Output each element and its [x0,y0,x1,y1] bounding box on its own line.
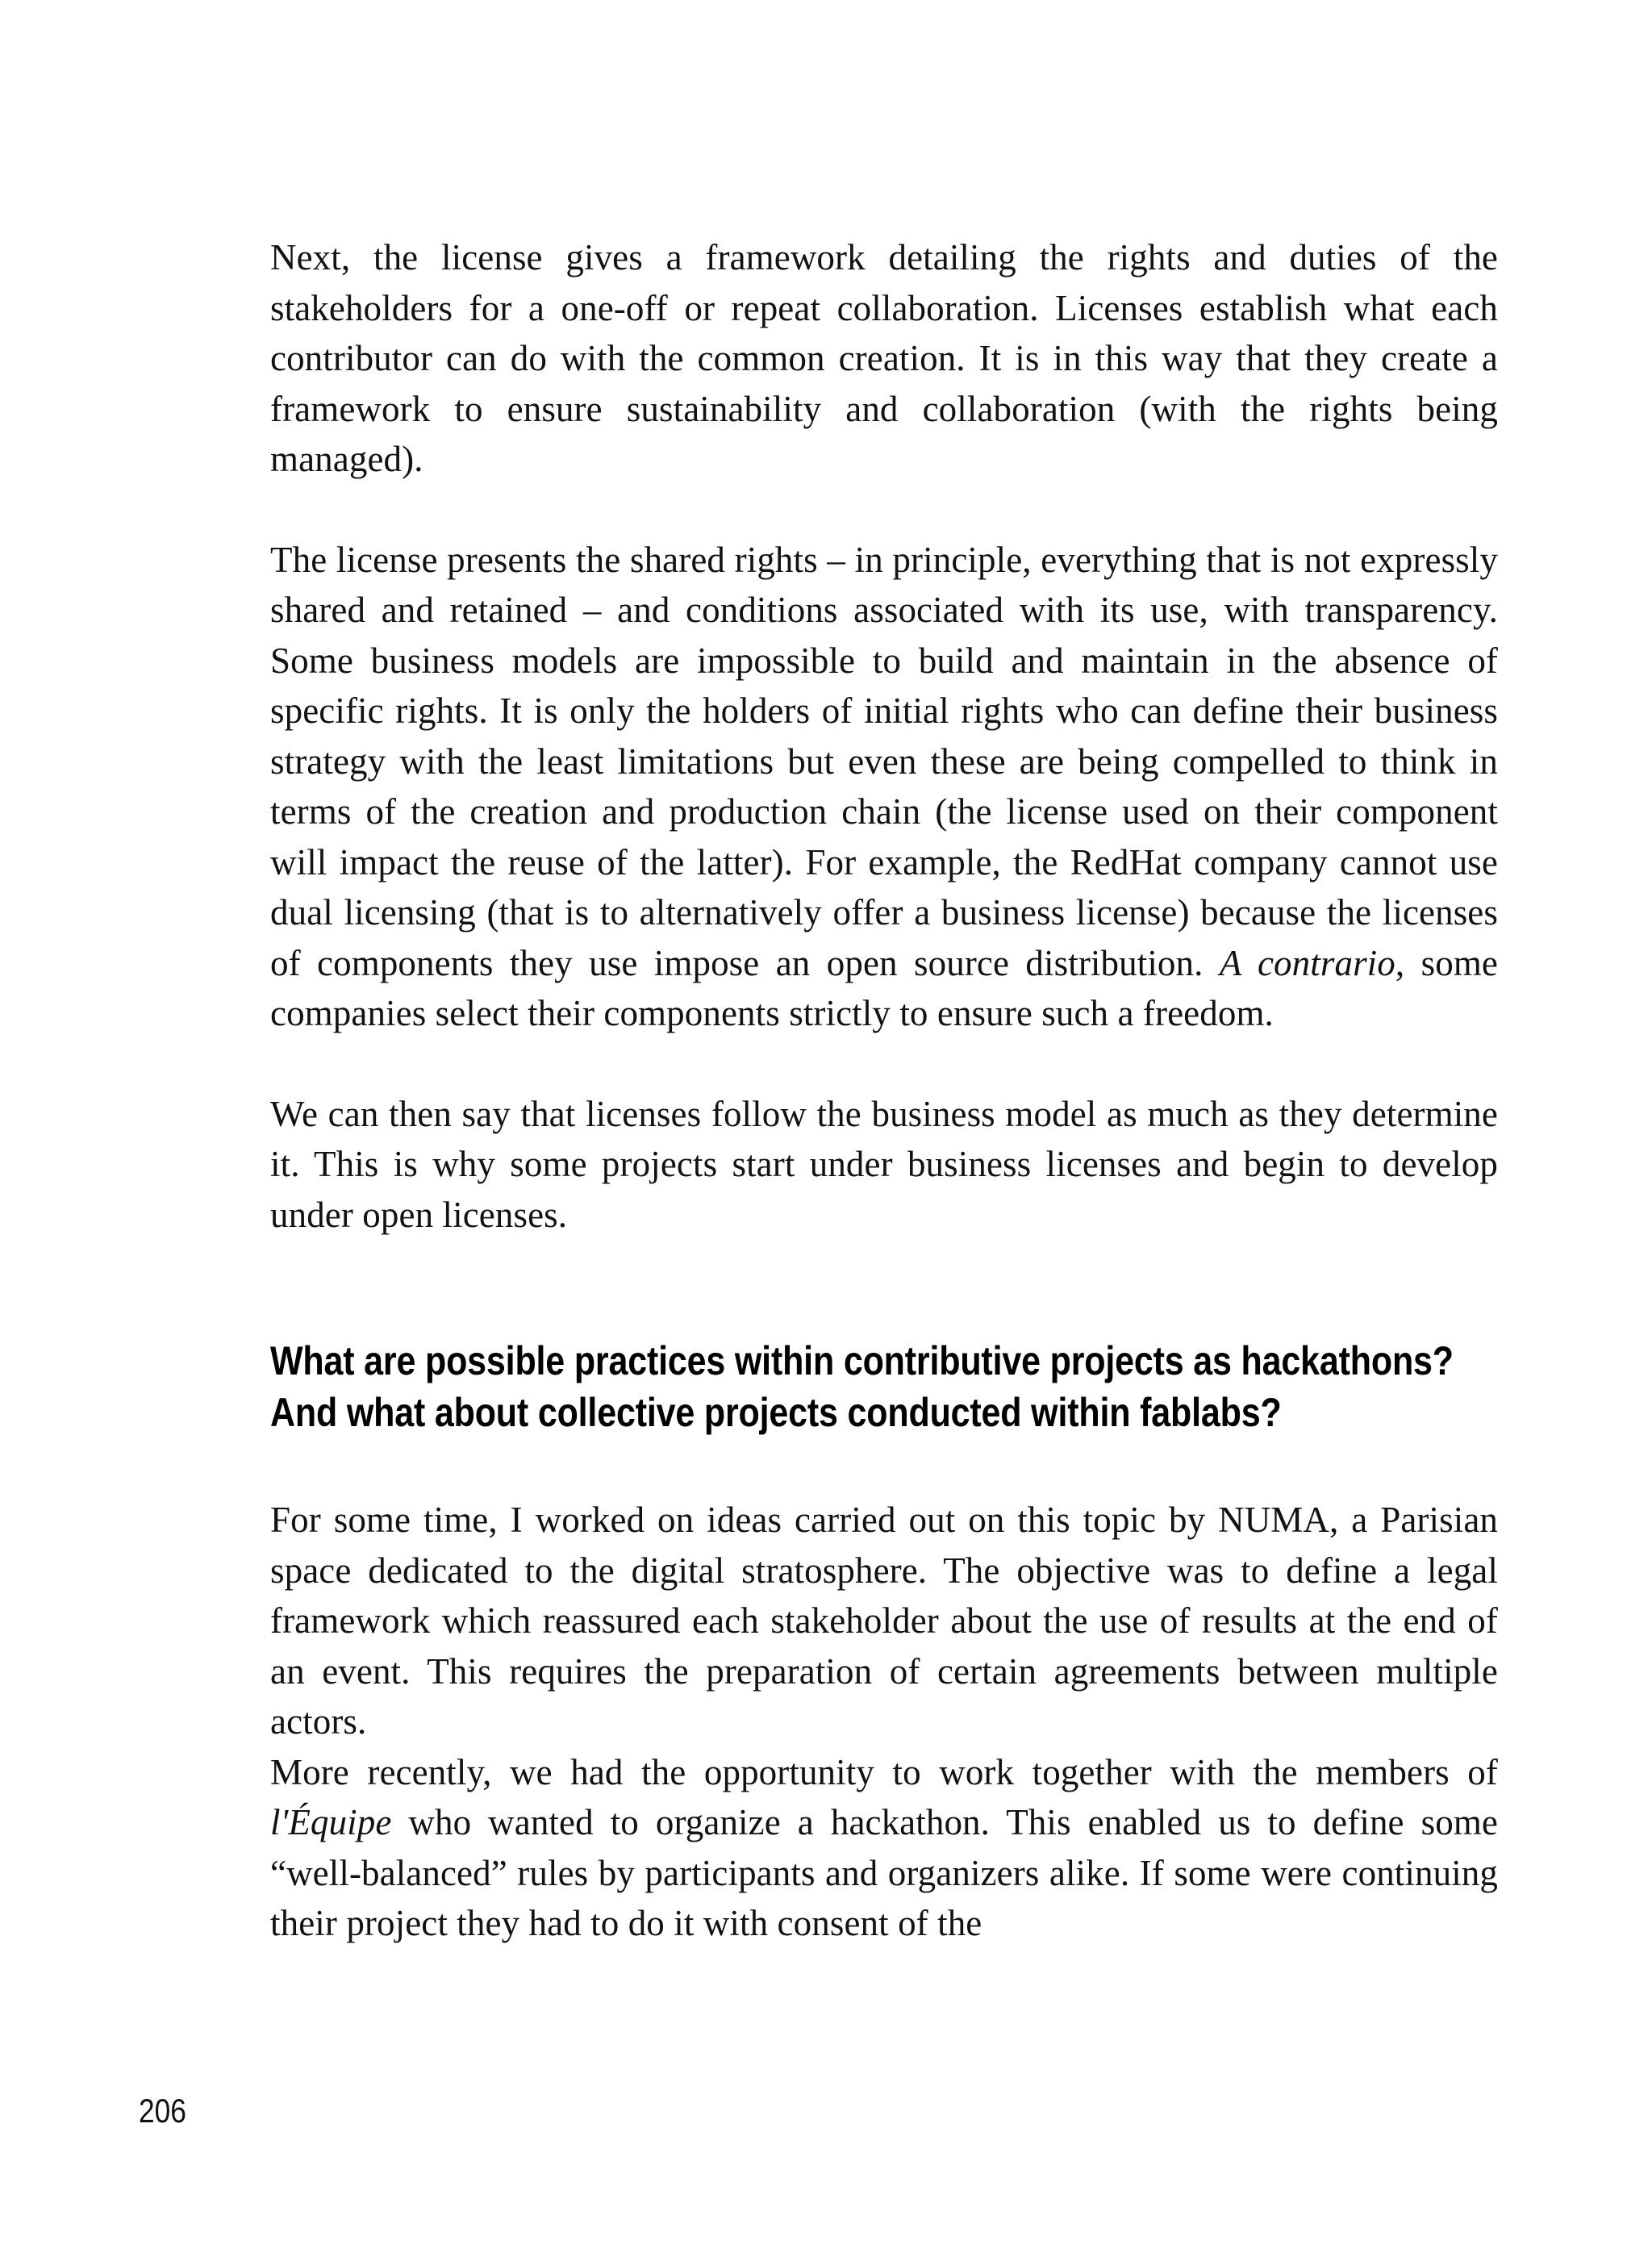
paragraph-lequipe-text-2: who wanted to organize a hackathon. This enabled us to define some “well-balanced” rules by participants and organizers alike. If some were continuing their project they had to do it with consent of the [270,1802,1498,1943]
italic-term-lequipe: l'Équipe [270,1802,392,1842]
paragraph-shared-rights-text-1: The license presents the shared rights – in principle, everything that is not expressly shared and retained – and conditions associated with its use, with transparency. Some business models are impossible to build and maintain in the absence of specific rights. It is only the holders of initial rights who can define their business strategy with the least limitations but even these are being compelled to think in terms of the creation and production chain (the license used on their component will impact the reuse of the latter). For example, the RedHat company cannot use dual licensing (that is to alternatively offer a business license) because the licenses of components they use impose an open source distribution. [270,539,1498,983]
italic-term-a-contrario: A contrario [1219,942,1395,983]
paragraph-business-model: We can then say that licenses follow the business model as much as they determine it. This is why some projects start under business licenses and begin to develop under open licenses. [270,1093,1498,1235]
section-heading-line-2: And what about collective projects conducted within fablabs? [270,1390,1282,1435]
paragraph-licenses-framework: Next, the license gives a framework detailing the rights and duties of the stakeholders for a one-off or repeat collaboration. Licenses establish what each contributor can do with the common creation. It is in this way that they create a framework to ensure sustainability and collaboration (with the rights being managed). [270,237,1498,479]
text-column [270,232,1498,1949]
paragraph-shared-rights [270,535,1498,1039]
paragraph-lequipe [270,1747,1498,1949]
section-heading-block [270,1335,1498,1438]
section-heading-line-1: What are possible practices within contributive projects as hackathons? [270,1338,1454,1383]
paragraph-numa: For some time, I worked on ideas carried out on this topic by NUMA, a Parisian space dedicated to the digital stratosphere. The objective was to define a legal framework which reassured each stakeholder about the use of results at the end of an event. This requires the preparation of certain agreements between multiple actors. [270,1500,1498,1742]
paragraph-lequipe-text-1: More recently, we had the opportunity to work together with the members of [270,1751,1498,1792]
paragraph-shared-rights-text-2: , some companies select their components strictly to ensure such a freedom. [270,942,1498,1033]
page-number: 206 [139,2092,186,2130]
